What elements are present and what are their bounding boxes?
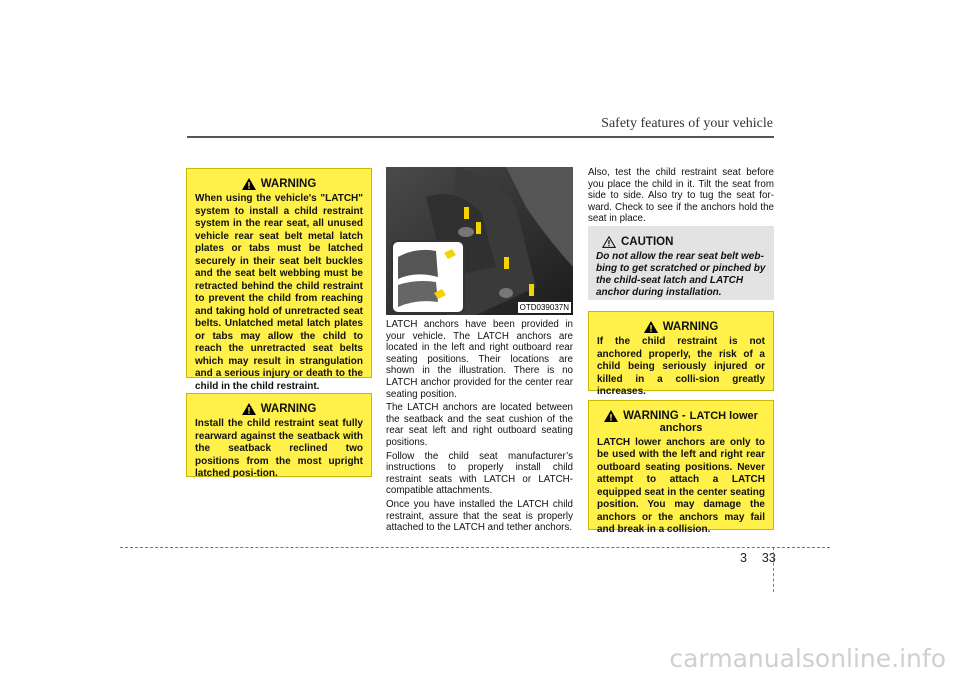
warning-title: WARNING xyxy=(260,178,317,190)
warning-text: When using the vehicle's "LATCH" system to install a child restraint system in the rear seat, all unused vehicle rear seat belt metal latch plates or tabs must be latched securely in their seat belt buckles and the seat belt webbing must be retracted behind the child restraint to prevent the child from reaching and taking hold of unretracted seat belts. Unlatched metal latch plates or tabs may allow the child to reach the unretracted seat belts which may result in strangulation and a serious injury or death to the child in the child restraint. xyxy=(195,193,363,392)
warning-triangle-icon xyxy=(604,410,618,422)
warning-title: WARNING - xyxy=(623,410,686,422)
paragraph: The LATCH anchors are located between the seatback and the seat cushion of the rear seat left and right outboard seating positions. xyxy=(386,402,573,448)
caution-triangle-icon xyxy=(602,236,616,248)
warning-box-latch-lower-anchors xyxy=(588,400,774,535)
warning-box-anchored-properly xyxy=(588,311,774,397)
warning-heading xyxy=(195,402,363,416)
warning-heading xyxy=(597,409,765,423)
page-number-separator xyxy=(773,547,774,592)
figure-code: OTD039037N xyxy=(519,303,569,312)
caution-box xyxy=(588,226,774,300)
warning-text: If the child restraint is not anchored properly, the risk of a child being seriously injured or killed in a colli-sion greatly increases. xyxy=(597,336,765,397)
section-title: Safety features of your vehicle xyxy=(601,116,773,131)
warning-text: LATCH lower anchors are only to be used with the left and right rear outboard seating positions. Never attempt to attach a LATCH equipped seat in the center seating position. You may damage the anchors or the anchors may fail and break in a collision. xyxy=(597,436,765,535)
caution-text: Do not allow the rear seat belt web-bing to get scratched or pinched by the child-seat latch and LATCH anchor during installation. xyxy=(596,251,766,298)
warning-title-suffix: LATCH lower xyxy=(689,410,758,422)
warning-text: Install the child restraint seat fully rearward against the seatback with the seatback reclined two positions from the most upright latched posi-tion. xyxy=(195,418,363,479)
warning-heading xyxy=(195,177,363,191)
rear-seat-illustration-image xyxy=(386,167,573,315)
warning-box-latch-unused-belts xyxy=(186,168,372,392)
warning-box-seat-rearward xyxy=(186,393,372,477)
footer-rule xyxy=(120,547,830,548)
chapter-number: 3 xyxy=(740,551,747,565)
warning-triangle-icon xyxy=(242,178,256,190)
latch-anchor-illustration xyxy=(386,167,573,315)
warning-triangle-icon xyxy=(644,321,658,333)
warning-heading xyxy=(597,320,765,334)
paragraph: Follow the child seat manufacturer’s instructions to properly install child restraint seats with LATCH or LATCH-compatible attachments. xyxy=(386,450,573,497)
warning-title: WARNING xyxy=(260,403,317,415)
watermark: carmanualsonline.info xyxy=(669,644,946,673)
paragraph: LATCH anchors have been provided in your vehicle. The LATCH anchors are located in the left and right outboard rear seating positions. Their locations are shown in the illustration. There is no LATCH anchor provided for the center rear seating position. xyxy=(386,319,573,400)
caution-title: CAUTION xyxy=(621,236,674,248)
page-number-value: 33 xyxy=(761,551,776,565)
warning-triangle-icon xyxy=(242,403,256,415)
page-number xyxy=(740,551,776,565)
header-rule xyxy=(187,136,774,138)
warning-title-suffix-line2: anchors xyxy=(659,422,703,434)
caution-heading xyxy=(596,235,766,249)
latch-description xyxy=(386,319,573,536)
warning-title: WARNING xyxy=(662,321,719,333)
test-seat-paragraph: Also, test the child restraint seat before you place the child in it. Tilt the seat from side to side. Also try to tug the seat for-ward. Check to see if the anchors hold the seat in place. xyxy=(588,167,774,225)
paragraph: Once you have installed the LATCH child restraint, assure that the seat is properly attached to the LATCH and tether anchors. xyxy=(386,498,573,534)
